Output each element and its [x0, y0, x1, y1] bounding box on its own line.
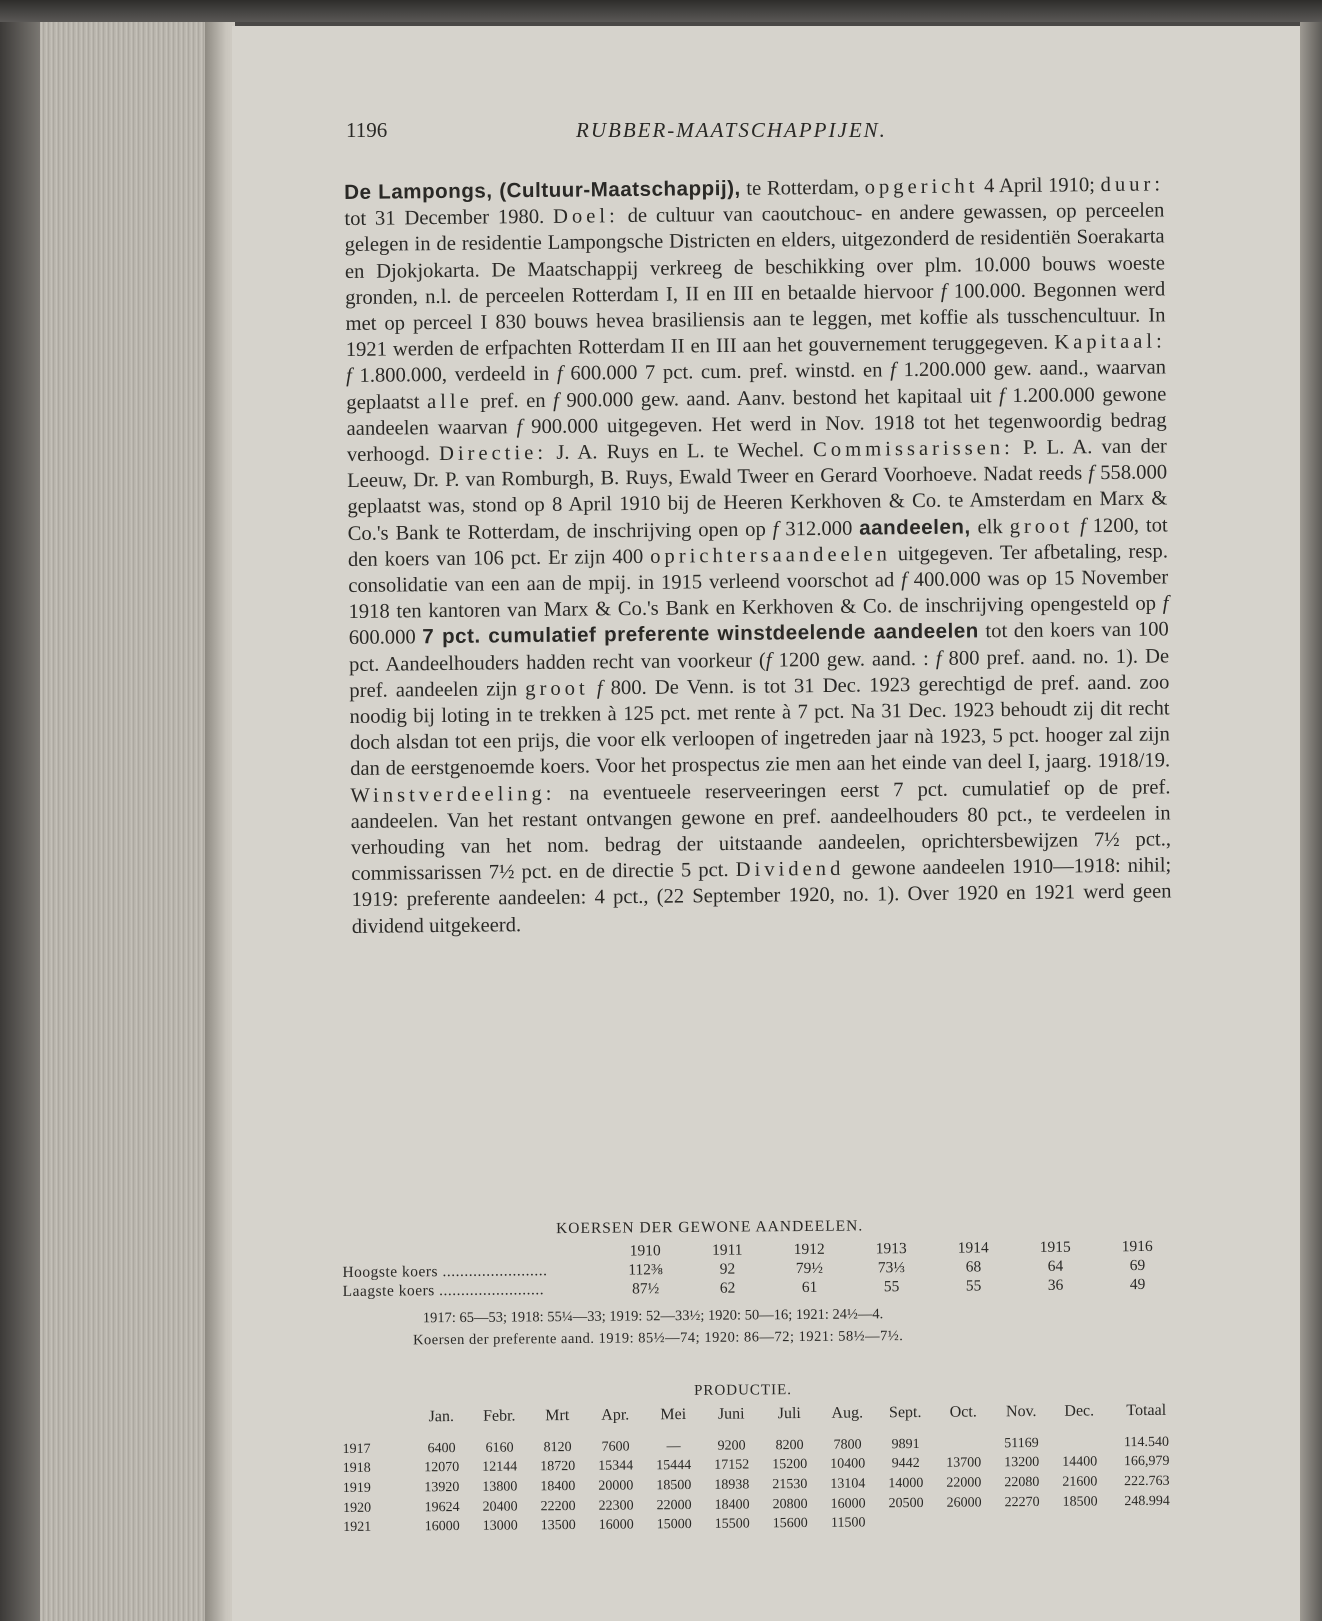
table-cell: 6160 [485, 1440, 514, 1456]
productie-table [342, 1401, 1185, 1538]
table-cell: 55 [883, 1277, 900, 1295]
koersen-note-preferente: Koersen der preferente aand. 1919: 85½—74; 1920: 86—72; 1921: 58½—7½. [412, 1328, 904, 1349]
table-cell: 19624 [424, 1499, 460, 1515]
table-cell: 8120 [543, 1439, 572, 1456]
table-cell: 69 [1129, 1256, 1146, 1274]
productie-section [342, 1379, 1192, 1536]
table-cell: 87½ [631, 1279, 660, 1297]
book-page [232, 26, 1300, 1621]
text-run: 4 April 1910; [978, 174, 1101, 198]
page-number: 1196 [346, 118, 388, 142]
table-cell: 248.994 [1124, 1493, 1170, 1509]
table-cell: 20800 [772, 1496, 808, 1512]
table-cell: 222.763 [1124, 1473, 1170, 1490]
florin-sign: f [1088, 462, 1095, 485]
header-cell: Dec. [1064, 1402, 1095, 1420]
header-cell: Apr. [601, 1406, 630, 1424]
table-cell: — [666, 1438, 681, 1454]
year-cell: 1919 [342, 1480, 371, 1496]
year-cell: 1921 [343, 1519, 372, 1536]
koersen-section [342, 1215, 1182, 1349]
header-cell: Sept. [888, 1403, 922, 1422]
florin-sign: f [935, 647, 942, 670]
bold-term-preferente-aandeelen: 7 pct. cumulatief preferente winstdeelende aandeelen [422, 619, 979, 649]
text-run: pref. en [472, 389, 554, 413]
table-cell: 13800 [482, 1479, 518, 1495]
table-cell: 9891 [891, 1436, 920, 1453]
text-run: de cultuur van caoutchouc- en andere gewassen, op perceelen gelegen in de residentie Lampongsche Districten en elders, uitgezonderd de residentiën Soerakarta en Djokjokarta. De Maatschappij verkreeg de beschikking over plm. 10.000 bouws woeste gronden, n.l. de perceelen Rotterdam I, II en III en betaalde hiervoor [344, 199, 1166, 309]
table-cell: 16000 [424, 1519, 460, 1535]
text-run: na eventueele reserveeringen eerst 7 pct. cumulatief op de pref. aandeelen. Van het restant ontvangen gewone en pref. aandeelhouders 80 pct., te verdeelen in verhouding van het nom. bedrag der uitstaande aandeelen, oprichtersbewijzen 7½ pct., commissarissen 7½ pct. en de directie 5 pct. [350, 776, 1172, 886]
table-cell: 18400 [540, 1478, 576, 1495]
table-cell: 13920 [424, 1479, 460, 1496]
company-name: De Lampongs, (Cultuur-Maatschappij), [344, 176, 741, 204]
year-cell: 1913 [875, 1239, 907, 1257]
table-cell: 18500 [656, 1477, 692, 1494]
article-body [344, 171, 1172, 939]
book-gutter [205, 22, 235, 1621]
table-cell: 73⅓ [877, 1258, 906, 1276]
table-cell [1050, 1433, 1108, 1453]
table-cell: 20000 [598, 1478, 634, 1494]
text-run: J. A. Ruys en L. te Wechel. [546, 439, 814, 464]
header-cell: Oct. [949, 1403, 977, 1421]
text-run: 100.000. Begonnen werd met op perceel I 830 bouws hevea brasiliensis aan te leggen, met koffie als tusschencultuur. In 1921 werden de erfpachten Rotterdam II en III aan het gouvernement teruggegeven. [345, 278, 1166, 362]
table-cell: 14400 [1062, 1454, 1098, 1471]
table-cell: 8200 [775, 1437, 804, 1454]
text-run: 1.800.000, verdeeld in [351, 363, 558, 388]
table-cell: 18500 [1062, 1493, 1098, 1510]
spaced-term-doel: Doel: [552, 205, 619, 229]
empty-cell [342, 1242, 604, 1263]
florin-sign: f [588, 677, 603, 700]
table-cell: 51169 [1004, 1435, 1039, 1452]
year-cell: 1917 [342, 1441, 371, 1457]
header-cell: Juli [777, 1404, 801, 1423]
text-run: 1.200.000 gew. aand., waarvan geplaatst [346, 356, 1167, 414]
text-run: 1200 gew. aand. : [771, 647, 936, 672]
text-run: 600.000 [348, 626, 423, 650]
table-cell: 13000 [482, 1518, 518, 1534]
year-cell: 1915 [1039, 1238, 1071, 1256]
year-cell: 1918 [342, 1461, 371, 1477]
table-cell [934, 1434, 992, 1454]
spaced-term-groot: groot [1009, 515, 1074, 538]
table-cell: 20500 [888, 1495, 924, 1511]
table-cell: 22000 [656, 1497, 692, 1513]
text-run: elk [970, 515, 1010, 539]
table-cell: 13500 [540, 1518, 576, 1534]
table-cell: 21530 [772, 1476, 808, 1493]
table-cell [935, 1513, 993, 1533]
table-cell: 79½ [795, 1259, 824, 1277]
table-cell: 17152 [714, 1457, 750, 1474]
book-edge-shadow [0, 22, 40, 1621]
table-cell: 22300 [598, 1498, 634, 1514]
page-header [346, 118, 1186, 148]
header-cell: Totaal [1126, 1401, 1167, 1420]
year-cell: 1916 [1121, 1237, 1153, 1255]
year-cell: 1911 [711, 1241, 743, 1259]
spaced-term-dividend: Dividend [735, 858, 845, 882]
header-cell: Jan. [428, 1408, 455, 1426]
header-cell: Mei [660, 1405, 687, 1424]
table-cell: 16000 [598, 1517, 634, 1533]
year-cell: 1920 [342, 1500, 372, 1516]
table-cell: 64 [1047, 1257, 1064, 1275]
florin-sign: f [901, 569, 907, 592]
table-cell: 13200 [1004, 1455, 1040, 1471]
table-cell: 36 [1047, 1276, 1064, 1294]
text-run: tot den koers van 100 pct. Aandeelhouders hadden recht van voorkeur ( [348, 618, 1169, 676]
florin-sign: f [553, 389, 559, 412]
table-cell: 12070 [424, 1460, 460, 1476]
article-paragraph [344, 171, 1172, 939]
table-cell: 92 [719, 1260, 736, 1278]
florin-sign: f [1073, 514, 1086, 538]
florin-sign: f [765, 649, 772, 672]
header-cell: Febr. [482, 1407, 516, 1425]
table-cell: 20400 [482, 1499, 518, 1515]
table-cell: 14000 [888, 1475, 924, 1492]
table-cell: 26000 [946, 1495, 982, 1511]
table-cell: 11500 [830, 1515, 866, 1531]
florin-sign: f [345, 365, 352, 388]
row-label: Hoogste koers ........................ [342, 1261, 548, 1281]
text-run: 900.000 uitgegeven. Het werd in Nov. 1918 tot het tegenwoordig bedrag verhoogd. [346, 409, 1167, 467]
table-cell: 15344 [598, 1458, 634, 1475]
table-cell [1051, 1512, 1109, 1532]
florin-sign: f [772, 518, 779, 541]
table-cell: 21600 [1062, 1474, 1098, 1490]
florin-sign: f [940, 280, 947, 303]
bold-term-aandeelen: aandeelen, [859, 515, 971, 540]
table-cell: 68 [965, 1257, 982, 1276]
text-run: P. L. A. van der Leeuw, Dr. P. van Romburgh, B. Ruys, Ewald Tweer en Gerard Voorhoeve. Nadat reeds [347, 435, 1167, 493]
spaced-term-opgericht: opgericht [864, 175, 979, 199]
table-cell: 22080 [1004, 1474, 1040, 1491]
text-run: 900.000 gew. aand. Aanv. bestond het kapitaal uit [558, 384, 1000, 412]
koersen-table [342, 1237, 1178, 1301]
table-cell: 16000 [830, 1496, 866, 1512]
table-cell [877, 1513, 935, 1533]
table-cell: 12144 [482, 1459, 518, 1476]
spaced-term-directie: Directie: [438, 441, 548, 466]
text-run: 1200, tot den koers van 106 pct. Er zijn 400 [347, 514, 1168, 571]
koersen-title: KOERSEN DER GEWONE AANDEELEN. [555, 1217, 864, 1238]
table-cell: 15500 [714, 1516, 750, 1532]
header-cell [342, 1407, 412, 1440]
table-cell: 15444 [656, 1458, 692, 1474]
table-cell: 166,979 [1123, 1454, 1170, 1470]
header-cell: Aug. [831, 1404, 864, 1422]
koersen-note-gewone: 1917: 65—53; 1918: 55¼—33; 1919: 52—33½; 1920: 50—16; 1921: 24½—4. [422, 1306, 884, 1327]
text-run: uitgegeven. Ter afbetaling, resp. consolidatie van een aan de mpij. in 1915 verleend voorschot ad [348, 540, 1169, 598]
florin-sign: f [998, 384, 1005, 407]
year-cell: 1912 [793, 1240, 825, 1258]
table-cell: 13104 [830, 1476, 866, 1492]
text-run: te Rotterdam, [740, 176, 865, 200]
book-page-edges [40, 22, 215, 1621]
florin-sign: f [556, 363, 563, 386]
florin-sign: f [1162, 592, 1169, 615]
table-cell: 62 [719, 1279, 736, 1297]
table-cell: 7800 [833, 1437, 862, 1453]
text-run: tot 31 December 1980. [344, 206, 554, 231]
table-cell: 10400 [830, 1456, 866, 1473]
table-cell: 114.540 [1123, 1434, 1170, 1450]
table-cell [1109, 1511, 1185, 1531]
spaced-term-alle: alle [426, 390, 473, 413]
text-run: 400.000 was op 15 November 1918 ten kantoren van Marx & Co.'s Bank en Kerkhoven & Co. de inschrijving opengesteld op [348, 566, 1169, 624]
spaced-term-oprichtersaandeelen: oprichtersaandeelen [650, 543, 891, 568]
table-cell: 15200 [772, 1457, 808, 1473]
spaced-term-kapitaal: Kapitaal: [1054, 330, 1166, 354]
running-head: RUBBER-MAATSCHAPPIJEN. [576, 118, 887, 142]
spaced-term-commissarissen: Commissarissen: [813, 437, 1014, 462]
table-cell: 55 [965, 1276, 982, 1295]
year-cell: 1914 [957, 1238, 989, 1257]
text-run: gewone aandeelen 1910—1918: nihil; 1919: preferente aandeelen: 4 pct., (22 September 1920, no. 1). Over 1920 en 1921 werd geen dividend uitgekeerd. [351, 854, 1172, 938]
spaced-term-groot: groot [525, 677, 589, 700]
text-run: 600.000 7 pct. cum. pref. winstd. en [562, 359, 891, 386]
spaced-term-duur: duur: [1100, 173, 1165, 197]
text-run: 1.200.000 gewone aandeelen waarvan [346, 383, 1167, 440]
table-cell: 22000 [946, 1475, 982, 1491]
table-cell: 6400 [427, 1440, 456, 1457]
scan-top-band [0, 0, 1322, 22]
table-cell: 9442 [891, 1456, 920, 1472]
table-cell: 18720 [540, 1459, 576, 1475]
table-cell: 18400 [714, 1497, 750, 1513]
table-cell: 49 [1129, 1275, 1146, 1293]
table-cell: 7600 [601, 1439, 630, 1455]
table-cell: 22200 [540, 1498, 576, 1514]
header-cell: Juni [717, 1405, 745, 1423]
table-cell: 9200 [717, 1438, 746, 1454]
table-cell: 13700 [946, 1455, 982, 1472]
text-run: 558.000 geplaatst was, stond op 8 April 1910 bij de Heeren Kerkhoven & Co. te Amsterdam en Marx & Co.'s Bank te Rotterdam, de inschrijving open op [347, 461, 1168, 545]
table-cell: 22270 [1004, 1494, 1040, 1510]
productie-title: PRODUCTIE. [693, 1382, 793, 1399]
spaced-term-winstverdeeling: Winstverdeeling: [350, 782, 556, 807]
header-cell: Mrt [545, 1407, 570, 1425]
book-right-edge [1300, 22, 1322, 1621]
year-cell: 1910 [629, 1241, 661, 1259]
row-label: Laagste koers ........................ [342, 1280, 545, 1300]
header-cell: Nov. [1005, 1402, 1037, 1421]
table-cell: 18938 [714, 1477, 750, 1493]
text-run: 800 pref. aand. no. 1). De pref. aandeelen zijn [349, 645, 1170, 702]
table-cell: 15000 [656, 1517, 692, 1533]
florin-sign: f [516, 415, 523, 439]
table-cell: 61 [801, 1278, 818, 1296]
table-cell: 15600 [772, 1516, 808, 1532]
florin-sign: f [890, 359, 896, 382]
text-run: 312.000 [778, 517, 860, 541]
table-cell [993, 1512, 1051, 1532]
table-cell: 112⅜ [628, 1260, 663, 1279]
text-run: 800. De Venn. is tot 31 Dec. 1923 gerechtigd de pref. aand. zoo noodig bij loting in te trekken à 125 pct. met rente à 7 pct. Na 31 Dec. 1923 behoudt zij dit recht doch alsdan tot een prijs, die voor elk verloopen of ingetreden jaar nà 1923, 5 pct. hooger zal zijn dan de eerstgenoemde koers. Voor het prospectus zie men aan het einde van deel I, jaarg. 1918/19. [349, 671, 1171, 781]
